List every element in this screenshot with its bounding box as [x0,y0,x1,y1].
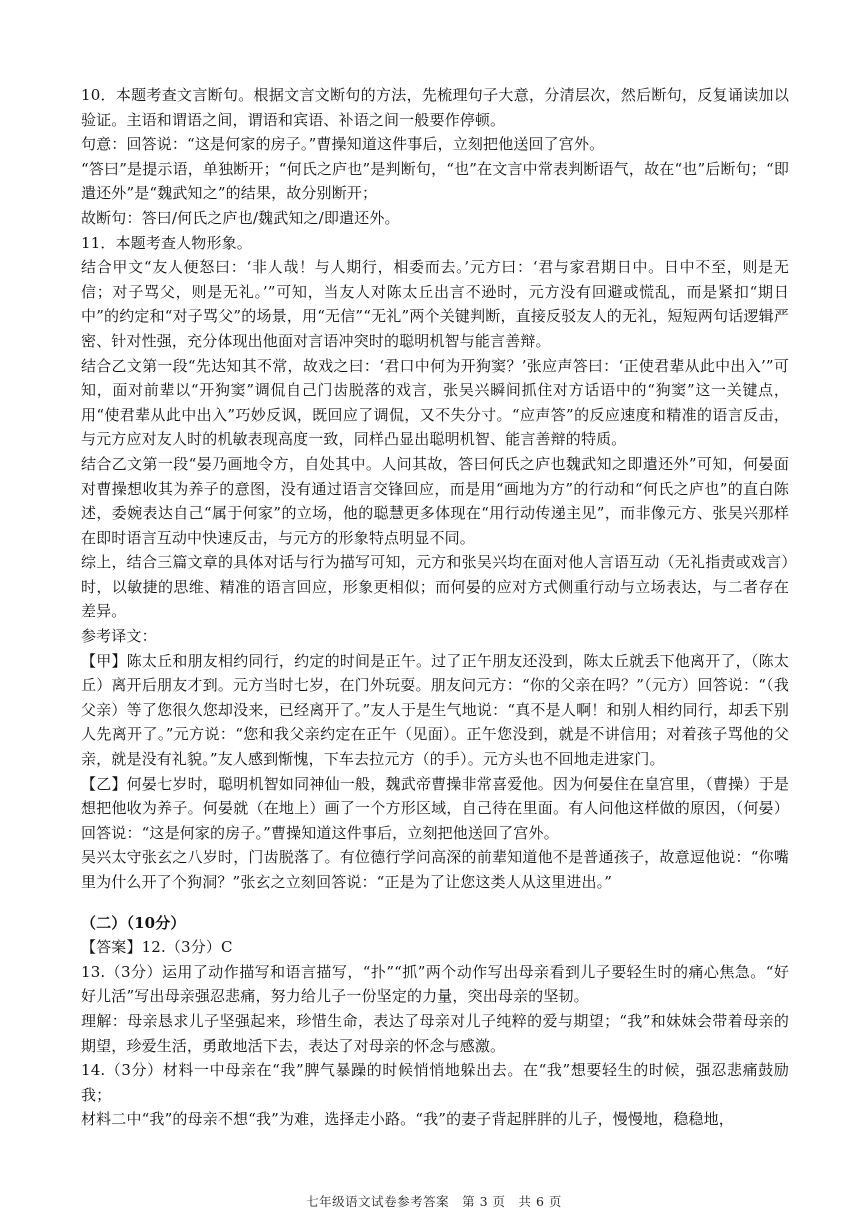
q11-text-a: 结合甲文“友人便怒曰：‘非人哉！与人期行，相委而去。’元方曰：‘君与家君期日中。日中不至，则是无信；对子骂父，则是无礼。’”可知，当友人对陈太丘出言不逊时，元方没有回避或慌乱，而是紧扣“期日中”的约定和“对子骂父”的场景，用“无信”“无礼”两个关键判断，直接反驳友人的无礼，短短两句话逻辑严密、针对性强，充分体现出他面对言语冲突时的聪明机智与能言善辩。 [81,258,789,350]
q11-text-b1: 结合乙文第一段“先达知其不常，故戏之曰：‘君口中何为开狗窦？’张应声答曰：‘正使君辈从此中出入’”可知，面对前辈以“开狗窦”调侃自己门齿脱落的戏言，张吴兴瞬间抓住对方话语中的“狗窦”这一关键点，用“使君辈从此中出入”巧妙反讽，既回应了调侃，又不失分寸。“应声答”的反应速度和精准的语言反击，与元方应对友人时的机敏表现高度一致，同样凸显出聪明机智、能言善辩的特质。 [81,356,789,449]
q14-answer: 14.（3分）材料一中母亲在“我”脾气暴躁的时候悄悄地躲出去。在“我”想要轻生的时候，强忍悲痛鼓励我； [81,1061,789,1104]
q11-intro: 11．本题考查人物形象。 [81,233,252,252]
translation-b2: 吴兴太守张玄之八岁时，门齿脱落了。有位德行学问高深的前辈知道他不是普通孩子，故意逗他说：“你嘴里为什么开了个狗洞？”张玄之立刻回答说：“正是为了让您这类人从这里进出。” [81,848,789,891]
translation-a: 【甲】陈太丘和朋友相约同行，约定的时间是正午。过了正午朋友还没到，陈太丘就丢下他离开了，（陈太丘）离开后朋友才到。元方当时七岁，在门外玩耍。朋友问元方：“你的父亲在吗？”（元方）回答说：“（我父亲）等了您很久您却没来，已经离开了。”友人于是生气地说：“真不是人啊！和别人相约同行，却丢下别人先离开了。”元方说：“您和我父亲约定在正午（见面）。正午您没到，就是不讲信用；对着孩子骂他的父亲，就是没有礼貌。”友人感到惭愧，下车去拉元方（的手）。元方头也不回地走进家门。 [81,651,789,769]
translation-b1: 【乙】何晏七岁时，聪明机智如同神仙一般，魏武帝曹操非常喜爱他。因为何晏住在皇宫里，（曹操）于是想把他收为养子。何晏就（在地上）画了一个方形区域，自己待在里面。有人问他这样做的原因，（何晏）回答说：“这是何家的房子。”曹操知道这件事后，立刻把他送回了宫外。 [81,774,789,842]
q10-meaning: 句意：回答说：“这是何家的房子。”曹操知道这件事后，立刻把他送回了宫外。 [81,135,605,154]
q13-understanding: 理解：母亲恳求儿子坚强起来，珍惜生命，表达了母亲对儿子纯粹的爱与期望；“我”和妹妹会带着母亲的期望，珍爱生活，勇敢地活下去，表达了对母亲的怀念与感激。 [81,1011,789,1055]
answer-key-body [81,83,789,1132]
q14-material-two: 材料二中“我”的母亲不想“我”为难，选择走小路。“我”的妻子背起胖胖的儿子，慢慢地，稳稳地， [81,1110,734,1129]
translation-heading: 参考译文： [81,627,157,646]
q11-summary: 综上，结合三篇文章的具体对话与行为描写可知，元方和张吴兴均在面对他人言语互动（无礼指责或戏言）时，以敏捷的思维、精准的语言回应，形象更相似；而何晏的应对方式侧重行动与立场表达，与二者存在差异。 [81,553,789,621]
q10-answer: 故断句：答曰/何氏之庐也/魏武知之/即遣还外。 [81,208,400,227]
q11-text-b2: 结合乙文第一段“晏乃画地令方，自处其中。人问其故，答曰何氏之庐也魏武知之即遣还外”可知，何晏面对曹操想收其为养子的意图，没有通过语言交锋回应，而是用“画地为方”的行动和“何氏之庐也”的直白陈述，委婉表达自己“属于何家”的立场，他的聪慧更多体现在“用行动传递主见”，而非像元方、张吴兴那样在即时语言互动中快速反击，与元方的形象特点明显不同。 [81,454,789,547]
q10-intro: 10．本题考查文言断句。根据文言文断句的方法，先梳理句子大意，分清层次，然后断句，反复诵读加以验证。主语和谓语之间，谓语和宾语、补语之间一般要作停顿。 [81,86,789,129]
q12-answer: 【答案】12.（3分）C [81,938,233,957]
page-footer: 七年级语文试卷参考答案 第 3 页 共 6 页 [306,1194,562,1209]
section-gap [81,895,789,911]
q13-answer: 13.（3分）运用了动作描写和语言描写，“扑”“抓”两个动作写出母亲看到儿子要轻生时的痛心焦急。“好好儿活”写出母亲强忍悲痛，努力给儿子一份坚定的力量，突出母亲的坚韧。 [81,962,789,1006]
section-heading: （二）（10分） [81,913,186,932]
q10-analysis: “答曰”是提示语，单独断开；“何氏之庐也”是判断句，“也”在文言中常表判断语气，故在“也”后断句；“即遣还外”是“魏武知之”的结果，故分别断开； [81,159,789,203]
